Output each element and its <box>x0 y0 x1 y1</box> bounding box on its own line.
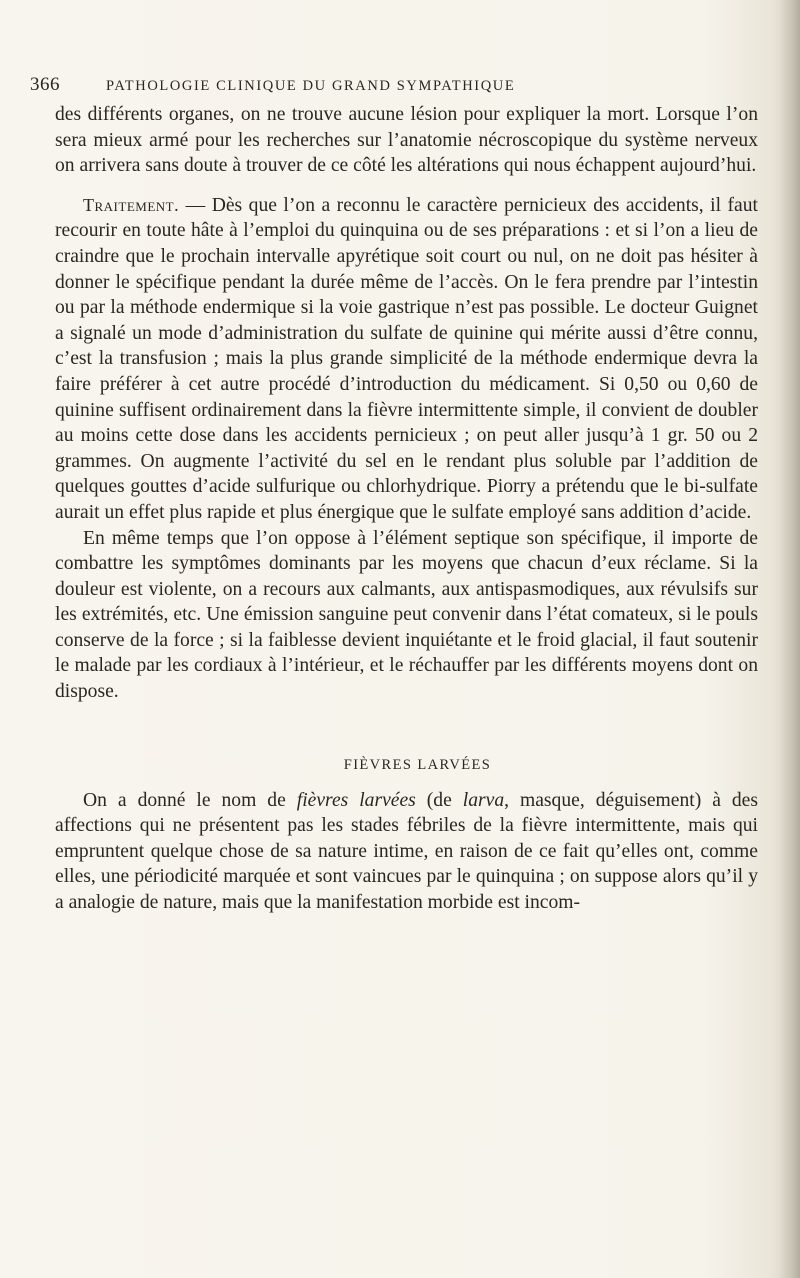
treatment-label: Traitement. <box>83 194 180 215</box>
larvees-latin: larva <box>462 789 505 811</box>
paragraph-larvees <box>55 788 758 916</box>
page-edge-shadow <box>778 0 800 1278</box>
page-number: 366 <box>30 74 60 95</box>
section-spacer-top <box>55 705 758 757</box>
paragraph-spacer <box>55 179 758 193</box>
section-spacer-bottom <box>55 774 758 788</box>
larvees-text-c: , masque, déguisement) à des affections qui ne présentent pas les stades fébriles de la fièvre intermittente, mais qui empruntent quelque chose de sa nature intime, en raison de ce fait qu’elles ont, comme elles, une périodicité marquée et sont vaincues par le quinquina ; on suppose alors qu’il y a analogie de nature, mais que la manifestation morbide est incom- <box>55 789 758 914</box>
section-title: FIÈVRES LARVÉES <box>343 756 492 773</box>
paragraph-anatomy: des différents organes, on ne trouve aucune lésion pour expliquer la mort. Lorsque l’on sera mieux armé pour les recherches sur l’anatomie nécroscopique du système nerveux on arrivera sans doute à trouver de ce côté les altérations qui nous échappent aujourd’hui. <box>55 104 758 177</box>
larvees-text-a: On a donné le nom de <box>83 789 297 811</box>
larvees-text-b: (de <box>415 789 463 811</box>
larvees-term: fièvres larvées <box>296 789 416 811</box>
treatment-text: — Dès que l’on a reconnu le caractère pernicieux des accidents, il faut recourir en toute hâte à l’emploi du quinquina ou de ses préparations : et si l’on a lieu de craindre que le prochain intervalle apyrétique soit court ou nul, on ne doit pas hésiter à donner le spécifique pendant la durée même de l’accès. On le fera prendre par l’intestin ou par la méthode endermique si la voie gastrique n’est pas possible. Le docteur Guignet a signalé un mode d’administration du sulfate de quinine qui mérite aussi d’être connu, c’est la transfusion ; mais la plus grande simplicité de la méthode endermique devra la faire préférer à cet autre procédé d’introduction du médicament. Si 0,50 ou 0,60 de quinine suffisent ordinairement dans la fièvre intermittente simple, il convient de doubler au moins cette dose dans les accidents pernicieux ; on peut aller jusqu’à 1 gr. 50 ou 2 grammes. On augmente l’activité du sel en le rendant plus soluble par l’addition de quelques gouttes d’acide sulfurique ou chlorhydrique. Piorry a prétendu que le bi-sulfate aurait un effet plus rapide et plus énergique que le sulfate employé sans addition d’acide. <box>55 194 758 523</box>
paragraph-symptoms: En même temps que l’on oppose à l’élément septique son spécifique, il importe de combattre les symptômes dominants par les moyens que chacun d’eux réclame. Si la douleur est violente, on a recours aux calmants, aux antispasmodiques, aux révulsifs sur les extrémités, etc. Une émission sanguine peut convenir dans l’état comateux, si le pouls conserve de la force ; si la faiblesse devient inquiétante et le froid glacial, il faut soutenir le malade par les cordiaux à l’intérieur, et le réchauffer par les différents moyens dont on dispose. <box>55 527 758 703</box>
page-header <box>30 74 750 100</box>
body-text <box>55 102 758 916</box>
paragraph-treatment <box>55 193 758 526</box>
running-head: PATHOLOGIE CLINIQUE DU GRAND SYMPATHIQUE <box>106 78 516 94</box>
